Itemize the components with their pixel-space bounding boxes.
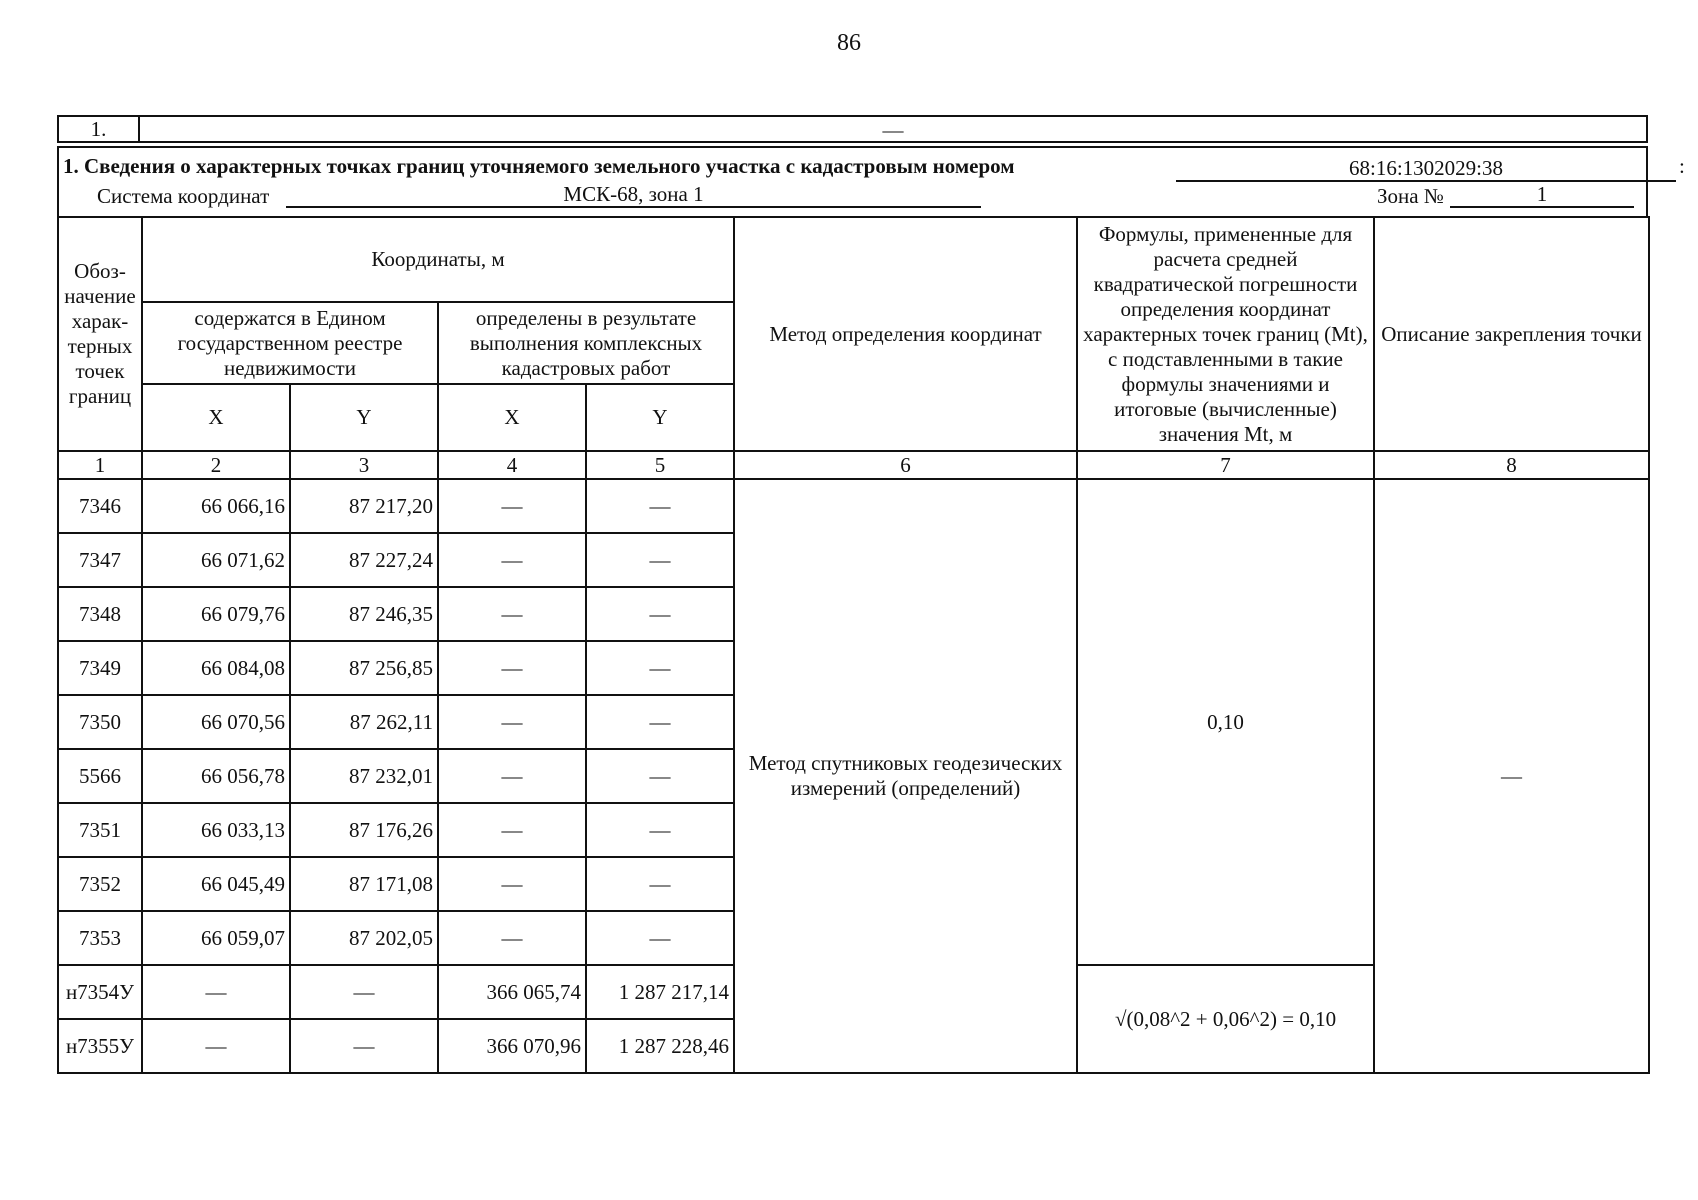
column-number: 6 [734, 451, 1077, 479]
method-header: Метод определения координат [734, 217, 1077, 451]
formula-header: Формулы, примененные для расчета средней квадратической погрешности определения координат характерных точек границ (Mt), с подставленными в такие формулы значениями и итоговые (вычисленные) значения Mt, м [1077, 217, 1374, 451]
ckr-y: — [586, 857, 734, 911]
egrn-x: 66 084,08 [142, 641, 290, 695]
egrn-y: 87 217,20 [290, 479, 438, 533]
point-name: 7347 [58, 533, 142, 587]
top-row [57, 115, 1648, 143]
cadastral-colon: : [1679, 154, 1685, 178]
egrn-x: 66 056,78 [142, 749, 290, 803]
ckr-x: — [438, 857, 586, 911]
y-label-egrn: Y [290, 384, 438, 451]
ckr-x: — [438, 749, 586, 803]
page-number: 86 [837, 30, 861, 56]
ckr-y: — [586, 803, 734, 857]
description-value: — [1374, 479, 1649, 1073]
egrn-x: 66 066,16 [142, 479, 290, 533]
egrn-x: 66 079,76 [142, 587, 290, 641]
ckr-y: — [586, 533, 734, 587]
col1-header: Обоз-начение харак-терных точек границ [58, 217, 142, 451]
zone-label: Зона № [1377, 184, 1444, 208]
ckr-y: — [586, 587, 734, 641]
egrn-y: 87 232,01 [290, 749, 438, 803]
ckr-y: — [586, 641, 734, 695]
point-name: 5566 [58, 749, 142, 803]
mt-formula: √(0,08^2 + 0,06^2) = 0,10 [1077, 965, 1374, 1073]
top-row-value: — [882, 118, 904, 142]
ckr-x: — [438, 587, 586, 641]
ckr-y: 1 287 228,46 [586, 1019, 734, 1073]
column-number: 4 [438, 451, 586, 479]
coord-system-value: МСК-68, зона 1 [286, 182, 981, 208]
zone-value: 1 [1450, 182, 1634, 208]
coord-system-label: Система координат [97, 184, 270, 208]
egrn-y: 87 256,85 [290, 641, 438, 695]
ckr-header: определены в результате выполнения комплексных кадастровых работ [438, 302, 734, 384]
ckr-x: — [438, 479, 586, 533]
ckr-x: 366 065,74 [438, 965, 586, 1019]
egrn-y: 87 227,24 [290, 533, 438, 587]
ckr-y: — [586, 695, 734, 749]
ckr-x: — [438, 695, 586, 749]
egrn-y: 87 246,35 [290, 587, 438, 641]
method-value: Метод спутниковых геодезических измерений (определений) [734, 479, 1077, 1073]
ckr-y: — [586, 479, 734, 533]
point-name: 7352 [58, 857, 142, 911]
top-row-number: 1. [59, 117, 140, 141]
point-name: 7350 [58, 695, 142, 749]
ckr-x: — [438, 533, 586, 587]
point-name: 7348 [58, 587, 142, 641]
section-title: 1. Сведения о характерных точках границ уточняемого земельного участка с кадастровым номером [63, 154, 1015, 178]
point-name: 7351 [58, 803, 142, 857]
egrn-x: 66 071,62 [142, 533, 290, 587]
egrn-x: 66 059,07 [142, 911, 290, 965]
y-label-ckr: Y [586, 384, 734, 451]
description-header: Описание закрепления точки [1374, 217, 1649, 451]
x-label-ckr: X [438, 384, 586, 451]
egrn-y: 87 202,05 [290, 911, 438, 965]
table-row [58, 479, 1649, 533]
cadastral-number: 68:16:1302029:38 [1176, 156, 1676, 182]
column-number: 8 [1374, 451, 1649, 479]
egrn-y: 87 171,08 [290, 857, 438, 911]
ckr-x: — [438, 911, 586, 965]
ckr-y: — [586, 749, 734, 803]
point-name: н7355У [58, 1019, 142, 1073]
point-name: 7353 [58, 911, 142, 965]
egrn-y: 87 262,11 [290, 695, 438, 749]
column-number: 2 [142, 451, 290, 479]
column-number: 1 [58, 451, 142, 479]
ckr-x: — [438, 641, 586, 695]
egrn-x: 66 045,49 [142, 857, 290, 911]
egrn-y: — [290, 1019, 438, 1073]
egrn-y: 87 176,26 [290, 803, 438, 857]
column-number: 7 [1077, 451, 1374, 479]
mt-value: 0,10 [1077, 479, 1374, 965]
egrn-x: 66 033,13 [142, 803, 290, 857]
egrn-x: — [142, 1019, 290, 1073]
column-number: 5 [586, 451, 734, 479]
ckr-y: 1 287 217,14 [586, 965, 734, 1019]
coords-header: Координаты, м [142, 217, 734, 302]
egrn-header: содержатся в Едином государственном реестре недвижимости [142, 302, 438, 384]
column-number: 3 [290, 451, 438, 479]
ckr-y: — [586, 911, 734, 965]
x-label-egrn: X [142, 384, 290, 451]
point-name: 7346 [58, 479, 142, 533]
egrn-x: — [142, 965, 290, 1019]
egrn-x: 66 070,56 [142, 695, 290, 749]
egrn-y: — [290, 965, 438, 1019]
ckr-x: 366 070,96 [438, 1019, 586, 1073]
boundary-points-table [57, 216, 1650, 1074]
point-name: н7354У [58, 965, 142, 1019]
section-header [57, 146, 1685, 216]
point-name: 7349 [58, 641, 142, 695]
ckr-x: — [438, 803, 586, 857]
